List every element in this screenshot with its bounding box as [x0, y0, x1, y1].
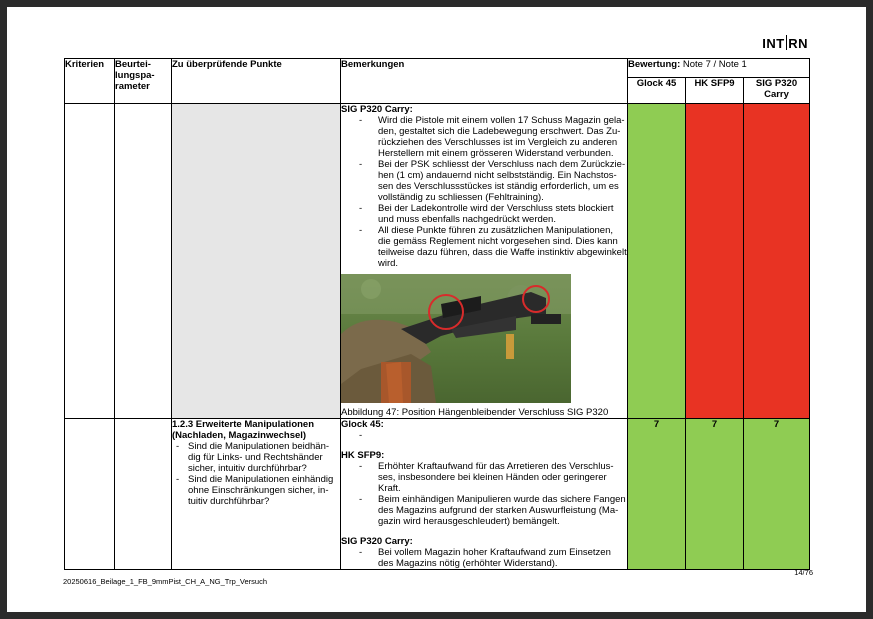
bewertung-label: Bewertung: [628, 59, 681, 70]
beurteilung-cell [115, 104, 172, 419]
pistol-photo [341, 274, 571, 403]
rating-hk-row1 [686, 104, 744, 419]
header-sig: SIG P320 Carry [744, 78, 810, 104]
list-item: - Beim einhändigen Manipulieren wurde das sichere Fangen des Magazins aufgrund der starken Auswurfleistung (Ma-gazin wird herausgeschleudert) bemängelt. [341, 494, 627, 527]
glock-point: - [359, 430, 363, 441]
footer-filename: 20250616_Beilage_1_FB_9mmPist_CH_A_NG_Trp_Versuch [63, 577, 268, 586]
header-glock: Glock 45 [628, 78, 686, 104]
rating-sig-row1 [744, 104, 810, 419]
document-page [7, 7, 866, 612]
evaluation-table [64, 58, 810, 570]
punkte-cell [172, 419, 341, 570]
table-row [65, 104, 810, 419]
page-number: 14/76 [794, 568, 813, 577]
list-item: - Wird die Pistole mit einem vollen 17 Schuss Magazin gela-den, gestaltet sich die Ladebewegung erschwert. Das Zu-rückziehen des Verschlusses ist im Vergleich zu anderen Herstellern mit einem grösseren Widerstand verbunden. [341, 115, 627, 159]
beurteilung-cell [115, 419, 172, 570]
classification-label: INT RN [762, 36, 808, 51]
rating-glock-row1 [628, 104, 686, 419]
score-hk: 7 [686, 419, 744, 570]
list-item: - Bei der Ladekontrolle wird der Verschluss stets blockiert und muss ebenfalls nachgedrückt werden. [341, 203, 627, 225]
header-kriterien: Kriterien [65, 59, 115, 104]
figure-caption: Abbildung 47: Position Hängenbleibender Verschluss SIG P320 [341, 407, 609, 418]
question-item: - Sind die Manipulationen einhändig ohne Einschränkungen sicher, in-tuitiv durchführbar? [172, 474, 340, 507]
score-sig: 7 [744, 419, 810, 570]
kriterien-cell [65, 104, 115, 419]
header-bemerkungen: Bemerkungen [341, 59, 628, 104]
header-zu-ueberpruefende-punkte: Zu überprüfende Punkte [172, 59, 341, 104]
sig-section-title: SIG P320 Carry: [341, 104, 413, 115]
list-item: - All diese Punkte führen zu zusätzlichen Manipulationen, die gemäss Reglement nicht vorgesehen sind. Dies kann teilweise dazu führen, dass die Waffe instinktiv abgewinkelt wird. [341, 225, 627, 269]
list-item: - Bei der PSK schliesst der Verschluss nach dem Zurückzie-hen (1 cm) andauernd nicht selbstständig. Ein Nachstos-sen des Verschlussstückes ist ständig erforderlich, um es vollständig zu schliessen (Fehltraining). [341, 159, 627, 203]
kriterien-cell [65, 419, 115, 570]
header-hk: HK SFP9 [686, 78, 744, 104]
section-title: 1.2.3 Erweiterte Manipulationen (Nachladen, Magazinwechsel) [172, 419, 315, 441]
bewertung-value: Note 7 / Note 1 [680, 59, 747, 70]
question-item: - Sind die Manipulationen beidhän-dig für Links- und Rechtshänder sicher, intuitiv durchführbar? [172, 441, 340, 474]
list-item: - Erhöhter Kraftaufwand für das Arretieren des Verschlus-ses, insbesondere bei kleinen Händen oder geringerer Kraft. [341, 461, 627, 494]
table-row [65, 419, 810, 570]
list-item: - Bei vollem Magazin hoher Kraftaufwand zum Einsetzen des Magazins nötig (erhöhter Widerstand). [341, 547, 627, 569]
punkte-cell [172, 104, 341, 419]
header-beurteilungsparameter: Beurtei-lungspa-rameter [115, 59, 172, 104]
header-bewertung [628, 59, 810, 78]
bemerkungen-cell [341, 419, 628, 570]
glock-title: Glock 45: [341, 419, 384, 430]
bemerkungen-cell [341, 104, 628, 419]
sig-title: SIG P320 Carry: [341, 536, 413, 547]
hk-title: HK SFP9: [341, 450, 385, 461]
score-glock: 7 [628, 419, 686, 570]
